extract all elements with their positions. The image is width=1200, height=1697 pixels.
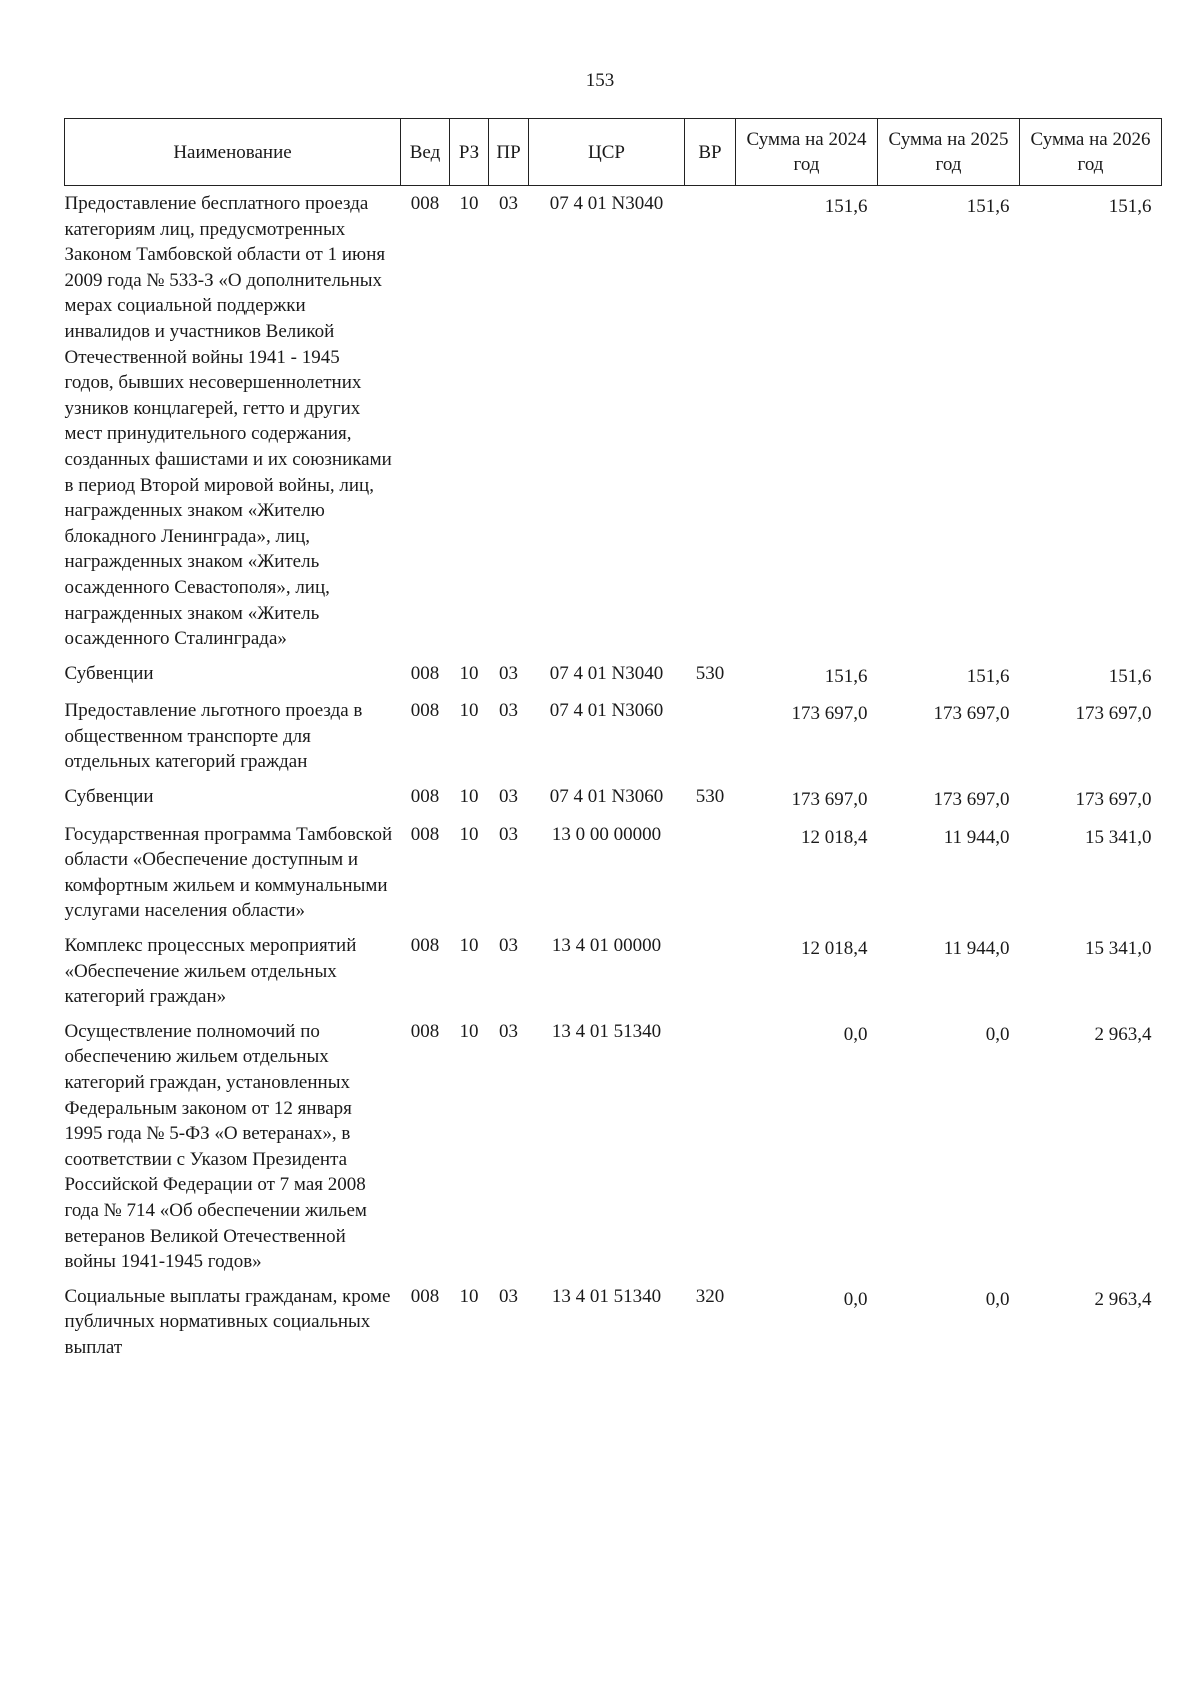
row-vr bbox=[685, 928, 736, 1014]
row-sum-2026: 173 697,0 bbox=[1075, 703, 1152, 725]
row-name: Комплекс процессных мероприятий «Обеспечение жильем отдельных категорий граждан» bbox=[64, 935, 357, 1008]
table-row bbox=[65, 1279, 1162, 1365]
header-csr: ЦСР bbox=[529, 119, 685, 186]
row-pr: 03 bbox=[499, 935, 518, 957]
row-sum-2025: 0,0 bbox=[985, 1023, 1010, 1045]
row-ved: 008 bbox=[410, 823, 440, 845]
header-sum-2026: Сумма на 2026 год bbox=[1020, 119, 1162, 186]
row-sum-2026: 2 963,4 bbox=[1094, 1288, 1152, 1310]
row-sum-2024: 151,6 bbox=[824, 196, 868, 217]
row-name: Осуществление полномочий по обеспечению жильем отдельных категорий граждан, установленных Федеральным законом от 12 января 1995 года № 5-ФЗ «О ветеранах», в соответствии с Указом Президента Российской Федерации от 7 мая 2008 года № 714 «Об обеспечении жильем ветеранов Великой Отечественной войны 1941-1945 годов» bbox=[64, 1020, 367, 1273]
row-rz: 10 bbox=[459, 823, 479, 845]
table-row bbox=[65, 186, 1162, 656]
row-sum-2025: 11 944,0 bbox=[943, 826, 1010, 848]
row-csr: 07 4 01 N3040 bbox=[549, 193, 664, 214]
row-sum-2024: 12 018,4 bbox=[801, 826, 868, 848]
row-csr: 13 0 00 00000 bbox=[551, 823, 662, 845]
row-sum-2025: 151,6 bbox=[966, 665, 1010, 687]
header-sum-2025: Сумма на 2025 год bbox=[878, 119, 1020, 186]
row-sum-2025: 173 697,0 bbox=[933, 703, 1010, 725]
header-rz: РЗ bbox=[450, 119, 489, 186]
row-sum-2026: 15 341,0 bbox=[1085, 826, 1152, 848]
row-rz: 10 bbox=[459, 935, 479, 957]
row-sum-2024: 0,0 bbox=[843, 1023, 868, 1045]
table-row bbox=[65, 693, 1162, 779]
table-row bbox=[65, 779, 1162, 817]
row-rz: 10 bbox=[459, 1020, 479, 1042]
row-sum-2024: 173 697,0 bbox=[791, 789, 868, 811]
row-name: Социальные выплаты гражданам, кроме публичных нормативных социальных выплат bbox=[64, 1285, 391, 1358]
row-pr: 03 bbox=[499, 193, 518, 214]
row-sum-2026: 2 963,4 bbox=[1094, 1023, 1152, 1045]
row-pr: 03 bbox=[499, 823, 518, 845]
row-csr: 07 4 01 N3040 bbox=[549, 662, 664, 684]
table-row bbox=[65, 928, 1162, 1014]
row-pr: 03 bbox=[499, 1020, 518, 1042]
row-rz: 10 bbox=[459, 786, 479, 808]
header-sum-2024: Сумма на 2024 год bbox=[736, 119, 878, 186]
row-pr: 03 bbox=[499, 786, 518, 808]
row-vr: 530 bbox=[695, 662, 725, 684]
row-pr: 03 bbox=[499, 1285, 518, 1307]
row-csr: 13 4 01 00000 bbox=[551, 935, 662, 957]
row-rz: 10 bbox=[459, 700, 479, 722]
table-body bbox=[65, 186, 1162, 1365]
row-sum-2024: 12 018,4 bbox=[801, 938, 868, 960]
table-row bbox=[65, 1014, 1162, 1279]
row-sum-2025: 0,0 bbox=[985, 1288, 1010, 1310]
row-csr: 07 4 01 N3060 bbox=[549, 700, 664, 722]
table-row bbox=[65, 817, 1162, 928]
row-ved: 008 bbox=[410, 935, 440, 957]
row-ved: 008 bbox=[410, 786, 440, 808]
header-pr: ПР bbox=[489, 119, 529, 186]
row-name: Предоставление бесплатного проезда категориям лиц, предусмотренных Законом Тамбовской области от 1 июня 2009 года № 533-З «О дополнительных мерах социальной поддержки инвалидов и участников Великой Отечественной войны 1941 - 1945 годов, бывших несовершеннолетних узников концлагерей, гетто и других мест принудительного содержания, созданных фашистами и их союзниками в период Второй мировой войны, лиц, награжденных знаком «Жителю блокадного Ленинграда», лиц, награжденных знаком «Житель осажденного Севастополя», лиц, награжденных знаком «Житель осажденного Сталинграда» bbox=[64, 193, 392, 650]
row-ved: 008 bbox=[410, 662, 440, 684]
table-row bbox=[65, 656, 1162, 694]
row-pr: 03 bbox=[499, 662, 518, 684]
header-vr: ВР bbox=[685, 119, 736, 186]
row-sum-2024: 173 697,0 bbox=[791, 703, 868, 725]
row-name: Субвенции bbox=[64, 786, 154, 808]
row-csr: 13 4 01 51340 bbox=[551, 1020, 662, 1042]
row-sum-2026: 151,6 bbox=[1108, 665, 1152, 687]
row-csr: 07 4 01 N3060 bbox=[549, 786, 664, 808]
row-name: Субвенции bbox=[64, 662, 154, 684]
budget-table bbox=[64, 118, 1162, 1365]
table-header bbox=[65, 119, 1162, 186]
header-name: Наименование bbox=[65, 119, 401, 186]
row-rz: 10 bbox=[459, 193, 479, 214]
row-rz: 10 bbox=[459, 662, 479, 684]
row-csr: 13 4 01 51340 bbox=[551, 1285, 662, 1307]
row-sum-2026: 151,6 bbox=[1108, 196, 1152, 217]
header-ved: Вед bbox=[401, 119, 450, 186]
page-number: 153 bbox=[585, 70, 615, 91]
row-ved: 008 bbox=[410, 193, 440, 214]
row-sum-2024: 0,0 bbox=[843, 1288, 868, 1310]
row-pr: 03 bbox=[499, 700, 518, 722]
row-ved: 008 bbox=[410, 1285, 440, 1307]
row-ved: 008 bbox=[410, 700, 440, 722]
row-sum-2024: 151,6 bbox=[824, 665, 868, 687]
row-sum-2026: 15 341,0 bbox=[1085, 938, 1152, 960]
row-vr bbox=[685, 1014, 736, 1279]
row-sum-2025: 173 697,0 bbox=[933, 789, 1010, 811]
row-vr: 320 bbox=[695, 1285, 725, 1307]
row-vr bbox=[685, 817, 736, 928]
row-name: Государственная программа Тамбовской области «Обеспечение доступным и комфортным жильем и коммунальными услугами населения области» bbox=[64, 823, 393, 922]
row-ved: 008 bbox=[410, 1020, 440, 1042]
row-sum-2026: 173 697,0 bbox=[1075, 789, 1152, 811]
row-sum-2025: 151,6 bbox=[966, 196, 1010, 217]
row-sum-2025: 11 944,0 bbox=[943, 938, 1010, 960]
row-rz: 10 bbox=[459, 1285, 479, 1307]
row-vr bbox=[685, 693, 736, 779]
row-vr bbox=[685, 186, 736, 656]
row-vr: 530 bbox=[695, 786, 725, 808]
row-name: Предоставление льготного проезда в общественном транспорте для отдельных категорий граждан bbox=[64, 700, 363, 773]
